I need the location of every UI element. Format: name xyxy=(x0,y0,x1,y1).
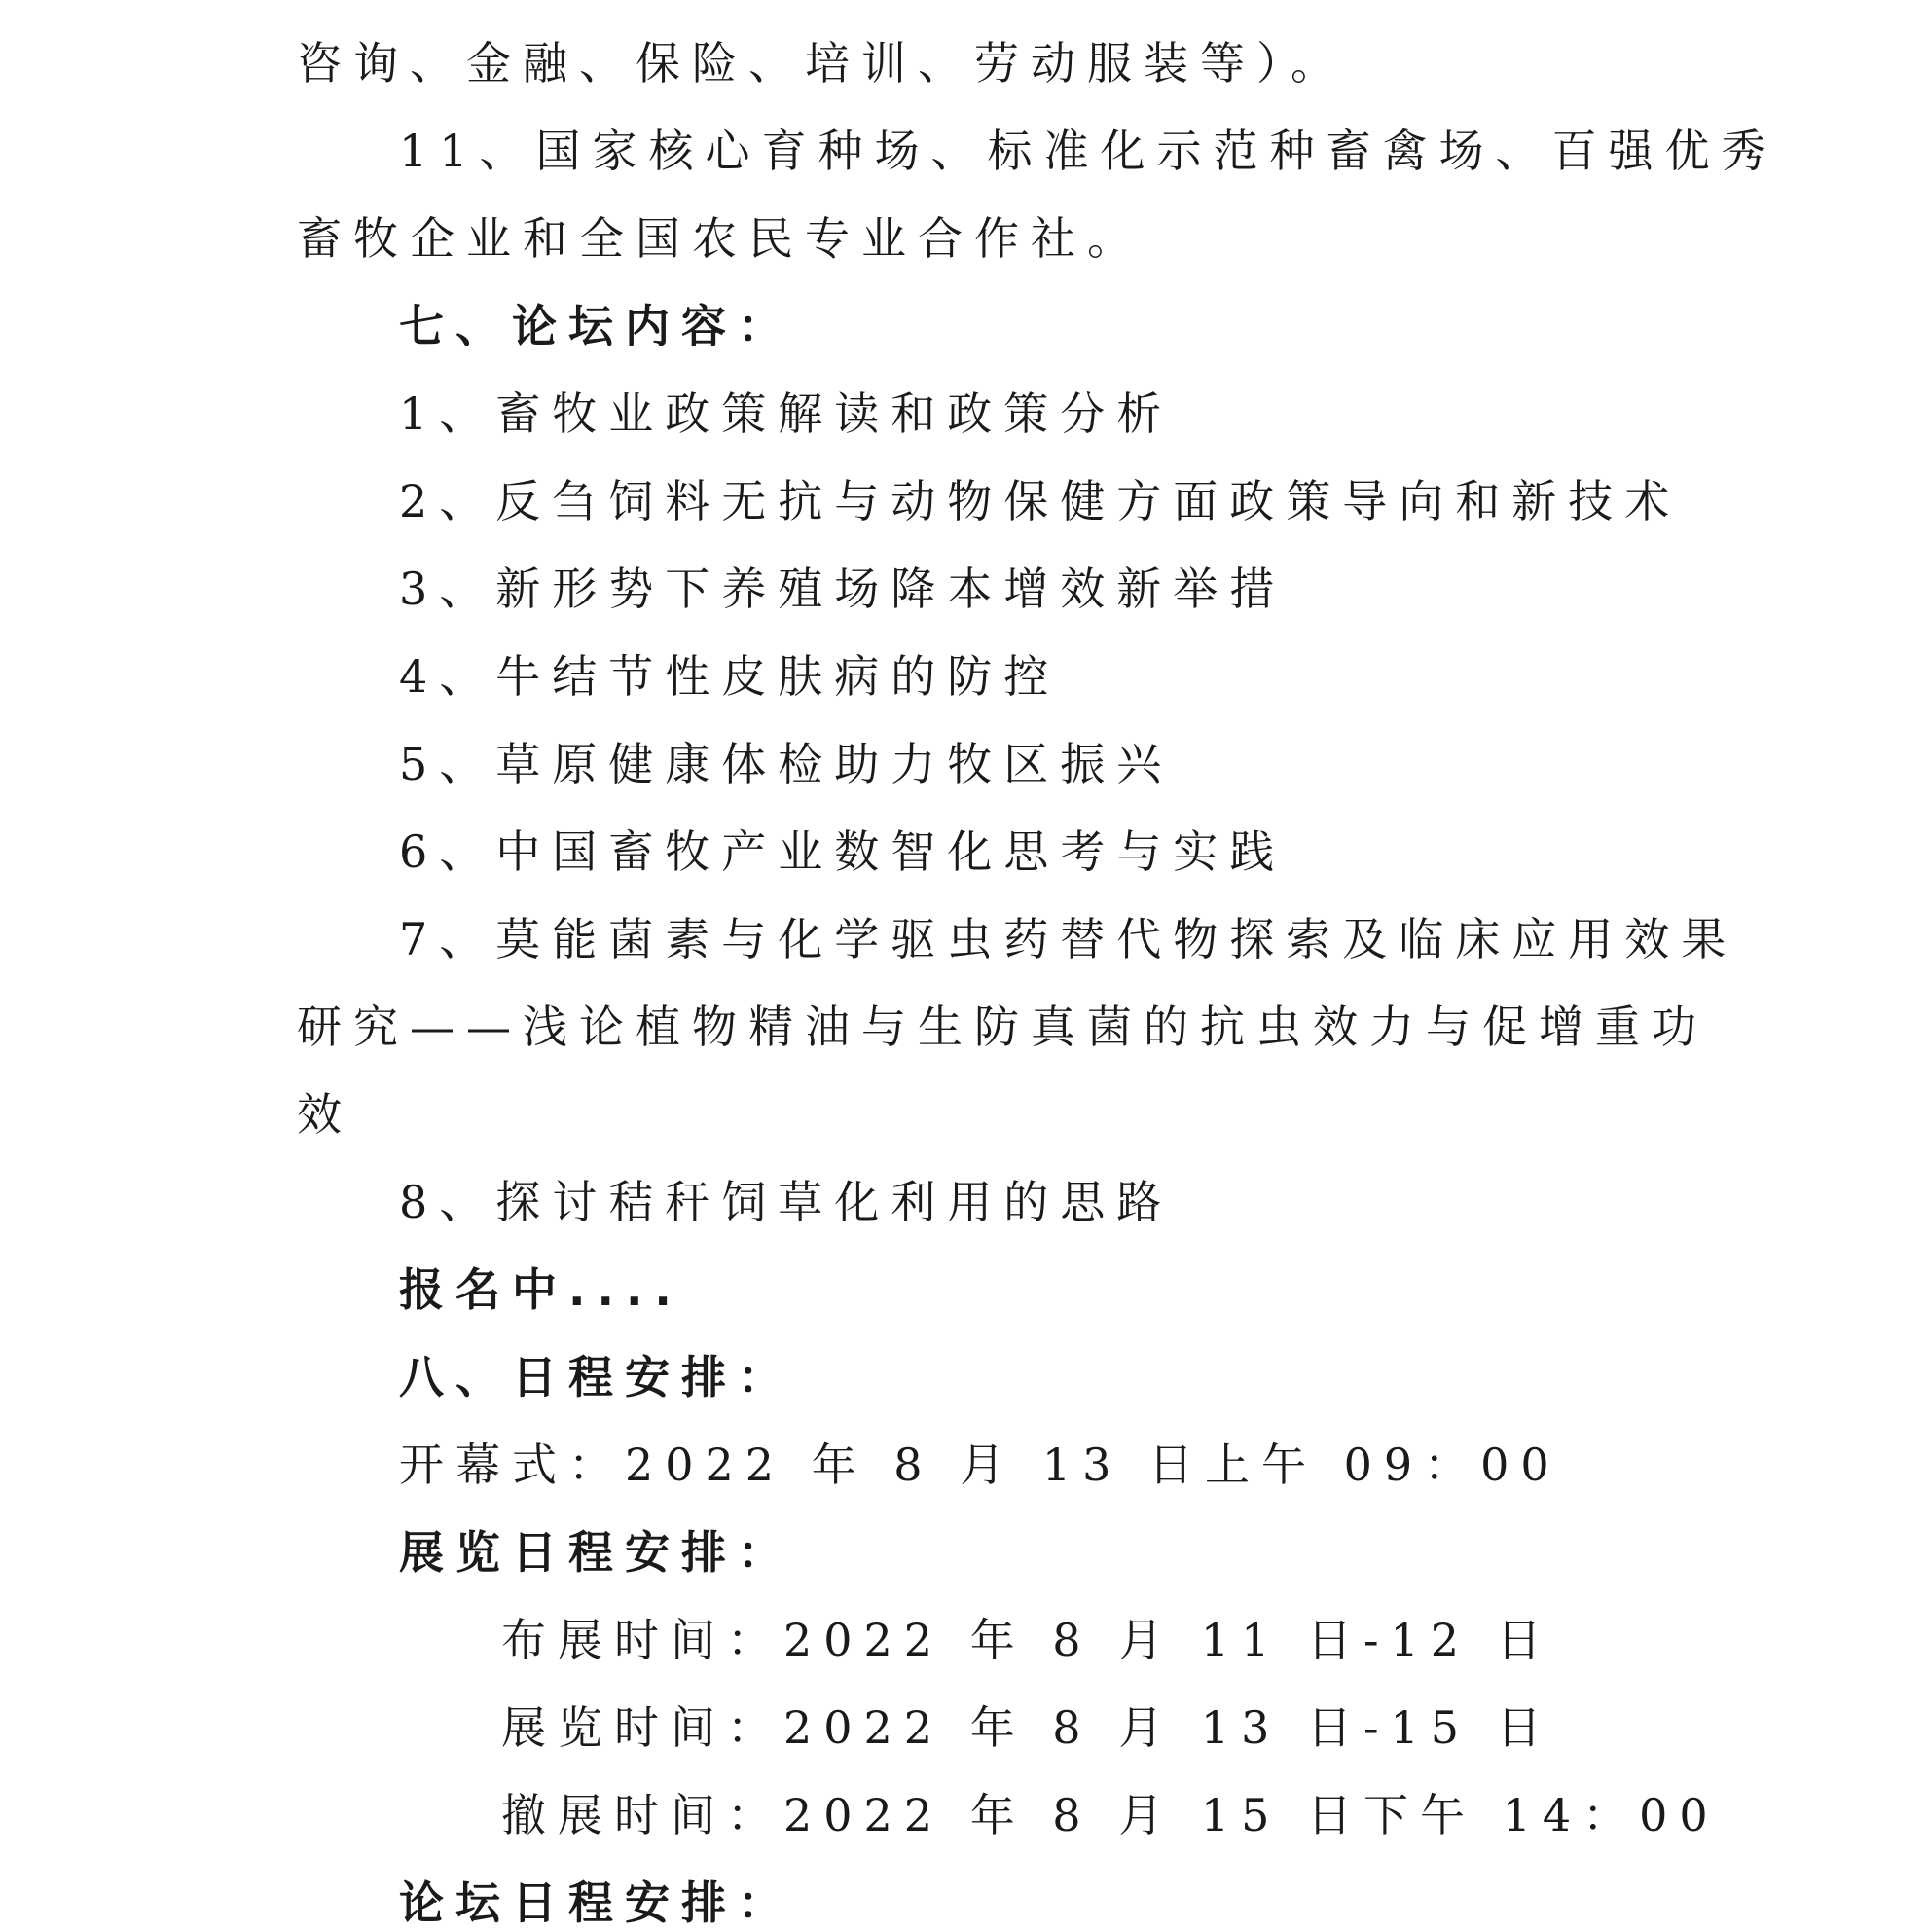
text-line-services: 咨询、金融、保险、培训、劳动服装等）。 xyxy=(297,37,1347,90)
forum-topic-7-end: 效 xyxy=(297,1088,353,1141)
forum-topic-5: 5、草原健康体检助力牧区振兴 xyxy=(399,738,1174,790)
forum-schedule-heading: 论坛日程安排： xyxy=(399,1877,794,1929)
forum-topic-6: 6、中国畜牧产业数智化思考与实践 xyxy=(399,825,1287,878)
setup-time: 布展时间：2022 年 8 月 11 日-12 日 xyxy=(501,1614,1553,1666)
text-line-item-11-cont: 畜牧企业和全国农民专业合作社。 xyxy=(297,212,1144,265)
section-heading-forum-content: 七、论坛内容： xyxy=(399,300,794,352)
forum-topic-7-cont: 研究——浅论植物精油与生防真菌的抗虫效力与促增重功 xyxy=(297,1001,1708,1053)
forum-topic-7: 7、莫能菌素与化学驱虫药替代物探索及临床应用效果 xyxy=(399,913,1738,966)
exhibition-schedule-heading: 展览日程安排： xyxy=(399,1526,794,1579)
forum-topic-8: 8、探讨秸秆饲草化利用的思路 xyxy=(399,1176,1174,1228)
text-line-item-11: 11、国家核心育种场、标准化示范种畜禽场、百强优秀 xyxy=(399,125,1778,177)
forum-topic-2: 2、反刍饲料无抗与动物保健方面政策导向和新技术 xyxy=(399,475,1682,528)
forum-topic-4: 4、牛结节性皮肤病的防控 xyxy=(399,650,1061,703)
opening-ceremony-time: 开幕式：2022 年 8 月 13 日上午 09：00 xyxy=(399,1439,1561,1491)
forum-topic-1: 1、畜牧业政策解读和政策分析 xyxy=(399,387,1174,440)
teardown-time: 撤展时间：2022 年 8 月 15 日下午 14：00 xyxy=(501,1789,1720,1841)
exhibition-time: 展览时间：2022 年 8 月 13 日-15 日 xyxy=(501,1701,1553,1754)
registration-status: 报名中.... xyxy=(399,1263,683,1316)
section-heading-schedule: 八、日程安排： xyxy=(399,1351,794,1403)
forum-topic-3: 3、新形势下养殖场降本增效新举措 xyxy=(399,563,1287,615)
